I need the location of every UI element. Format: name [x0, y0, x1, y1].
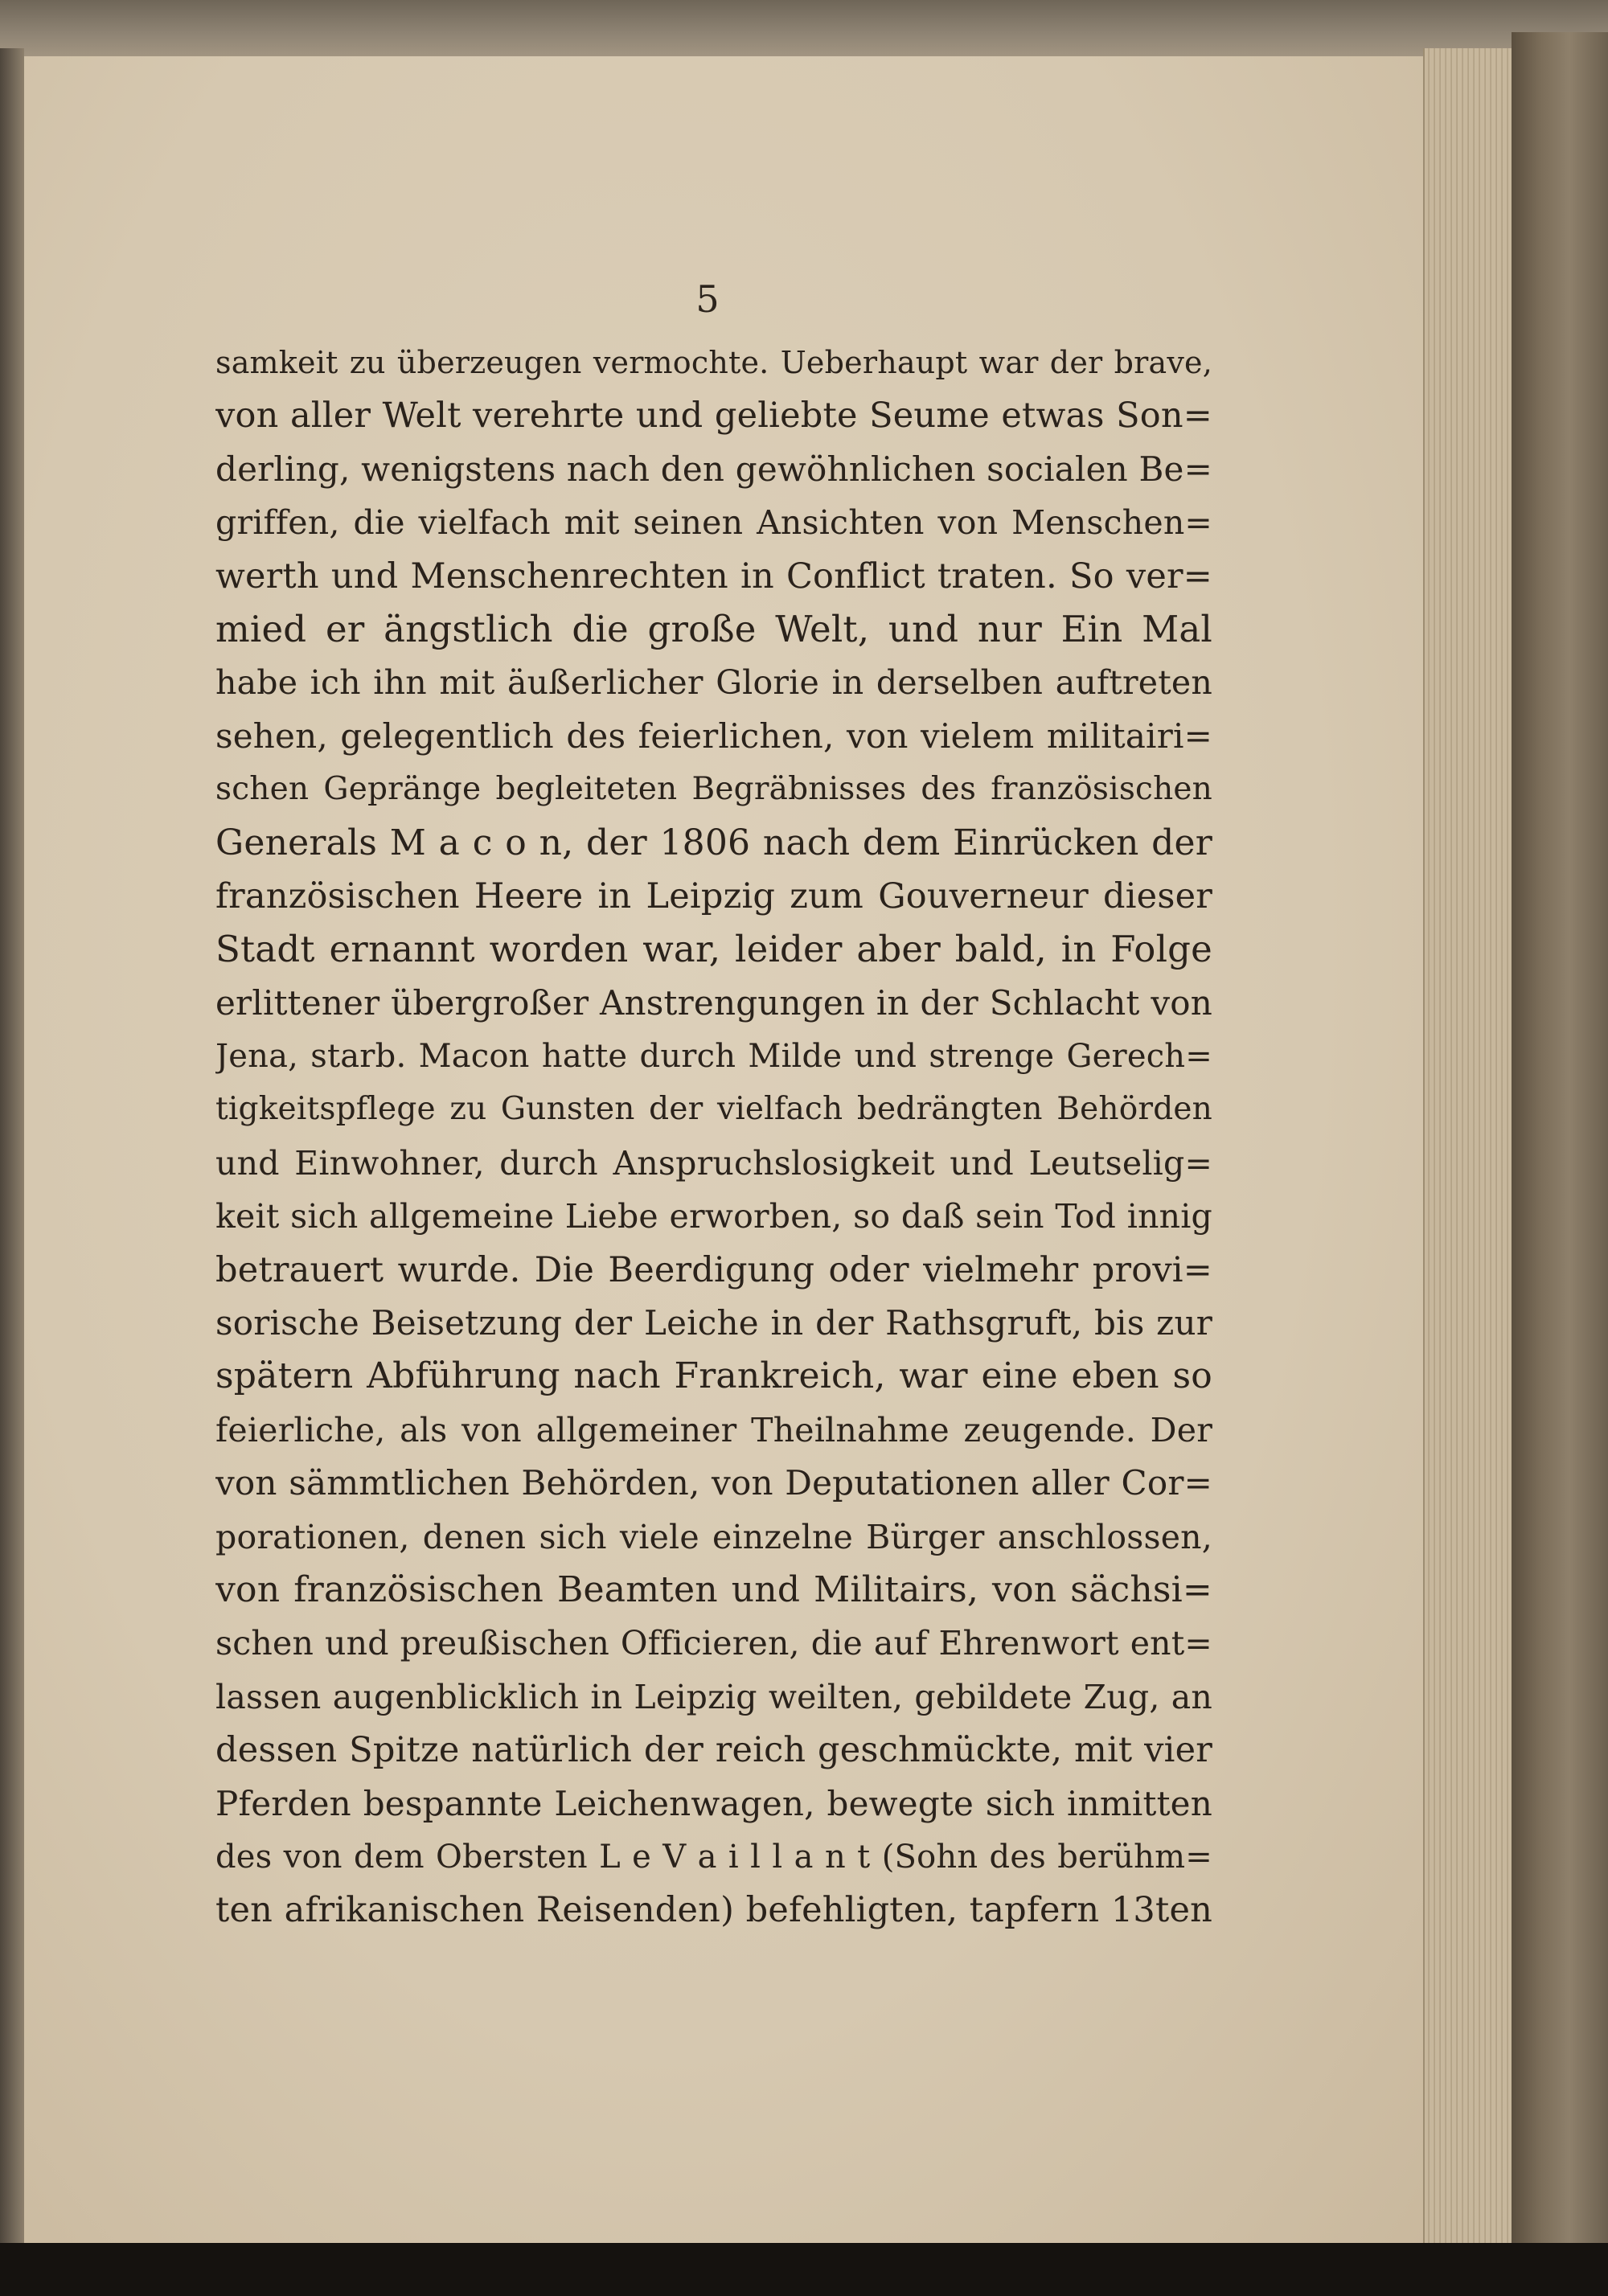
cover-board: [1512, 32, 1608, 2251]
text-line: ten afrikanischen Reisenden) befehligten, tapfern 13ten: [215, 1890, 1212, 1931]
text-line: griffen, die vielfach mit seinen Ansichten von Menschen=: [215, 503, 1212, 543]
text-line: erlittener übergroßer Anstrengungen in der Schlacht von: [215, 982, 1212, 1023]
text-line: von sämmtlichen Behörden, von Deputationen aller Cor=: [215, 1463, 1212, 1503]
text-line: feierliche, als von allgemeiner Theilnahme zeugende. Der: [215, 1410, 1212, 1449]
text-line: samkeit zu überzeugen vermochte. Ueberhaupt war der brave,: [215, 345, 1212, 380]
text-line: habe ich ihn mit äußerlicher Glorie in derselben auftreten: [215, 663, 1212, 703]
text-line: lassen augenblicklich in Leipzig weilten, gebildete Zug, an: [215, 1677, 1212, 1716]
text-line: schen und preußischen Officieren, die auf Ehrenwort ent=: [215, 1624, 1212, 1663]
text-line: betrauert wurde. Die Beerdigung oder vielmehr provi=: [215, 1249, 1212, 1290]
text-line: derling, wenigstens nach den gewöhnlichen socialen Be=: [215, 449, 1212, 489]
text-line: Stadt ernannt worden war, leider aber bald, in Folge: [215, 928, 1212, 971]
text-line: von französischen Beamten und Militairs, von sächsi=: [215, 1568, 1212, 1610]
text-line: dessen Spitze natürlich der reich geschmückte, mit vier: [215, 1730, 1212, 1771]
text-line: sehen, gelegentlich des feierlichen, von vielem militairi=: [215, 715, 1212, 756]
text-line: schen Gepränge begleiteten Begräbnisses des französischen: [215, 771, 1212, 808]
text-line: sorische Beisetzung der Leiche in der Rathsgruft, bis zur: [215, 1303, 1212, 1343]
left-page-edge: [0, 48, 24, 2251]
text-line: tigkeitspflege zu Gunsten der vielfach bedrängten Behörden: [215, 1091, 1212, 1128]
body-text: [215, 336, 1212, 1937]
text-line: porationen, denen sich viele einzelne Bürger anschlossen,: [215, 1517, 1212, 1556]
text-line: Jena, starb. Macon hatte durch Milde und strenge Gerech=: [215, 1038, 1212, 1076]
text-line: Pferden bespannte Leichenwagen, bewegte sich inmitten: [215, 1783, 1212, 1823]
background-bottom: [0, 2243, 1608, 2296]
text-line: werth und Menschenrechten in Conflict traten. So ver=: [215, 556, 1212, 597]
text-line: und Einwohner, durch Anspruchslosigkeit und Leutselig=: [215, 1143, 1212, 1183]
text-line: von aller Welt verehrte und geliebte Seume etwas Son=: [215, 396, 1212, 437]
page-number: 5: [695, 277, 720, 321]
text-line: mied er ängstlich die große Welt, und nur Ein Mal: [215, 607, 1212, 650]
page-block-edges: [1423, 48, 1521, 2243]
text-line: des von dem Obersten L e V a i l l a n t (Sohn des berühm=: [215, 1838, 1212, 1876]
text-line: französischen Heere in Leipzig zum Gouverneur dieser: [215, 875, 1212, 916]
text-line: spätern Abführung nach Frankreich, war eine eben so: [215, 1355, 1212, 1397]
text-line: Generals M a c o n, der 1806 nach dem Einrücken der: [215, 822, 1212, 863]
text-line: keit sich allgemeine Liebe erworben, so daß sein Tod innig: [215, 1197, 1212, 1236]
